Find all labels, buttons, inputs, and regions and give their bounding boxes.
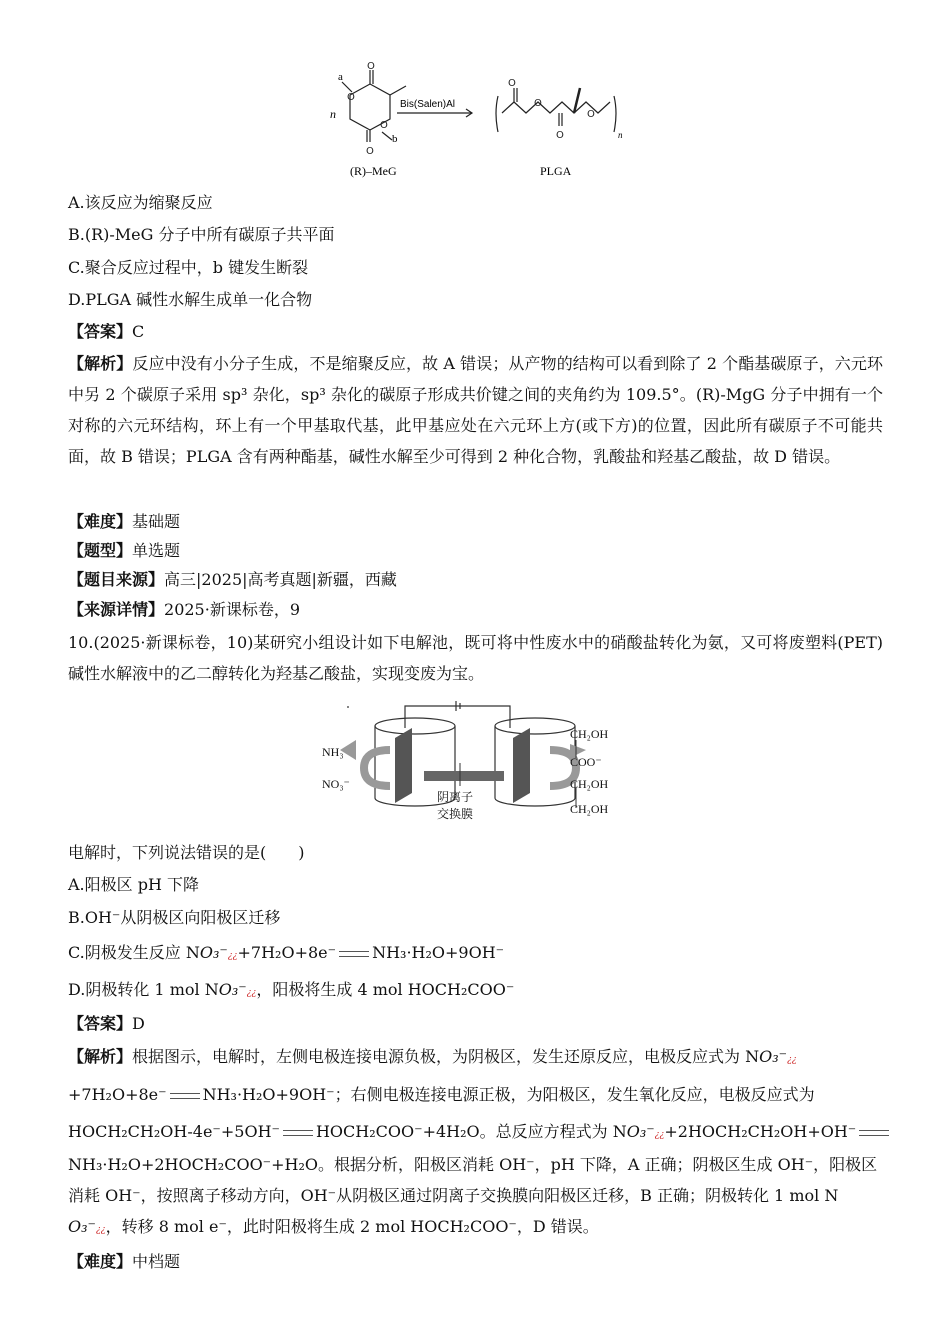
q9-analysis: 【解析】反应中没有小分子生成，不是缩聚反应，故 A 错误；从产物的结构可以看到除了 2 个酯基碳原子，六元环中另 2 个碳原子采用 sp³ 杂化，sp³ 杂化的碳原子形成共价键之间的夹角约为 109.5°。(R)-MgG 分子中拥有一个对称的六元环结构，环上有一个甲基取代基，此甲基应处在六元环上方(或下方)的位置，因此所有碳原子不可能共面，故 B 错误；PLGA 含有两种酯基，碱性水解至少可得到 2 种化合物，乳酸盐和羟基乙酸盐，故 D 错误。 — [68, 354, 883, 466]
q10-option-c: C.阴极发生反应 NO₃⁻¿¿+7H₂O+8e⁻ NH₃·H₂O+9OH⁻ — [68, 943, 505, 962]
polymer-n: n — [618, 130, 623, 140]
q10-question: 电解时，下列说法错误的是( ) — [68, 843, 305, 862]
q9-type: 【题型】单选题 — [68, 541, 181, 560]
q10-analysis-2: +7H₂O+8e⁻ NH₃·H₂O+9OH⁻；右侧电极连接电源正极，为阳极区，发生氧化反应，电极反应式为 — [68, 1085, 815, 1104]
equals-sign — [170, 1093, 200, 1099]
q9-answer: 【答案】C — [68, 322, 145, 341]
label-b: b — [392, 133, 398, 145]
equals-sign — [859, 1130, 889, 1136]
q10-option-d: D.阴极转化 1 mol NO₃⁻¿¿，阳极将生成 4 mol HOCH₂COO⁻ — [68, 980, 515, 999]
q10-difficulty: 【难度】中档题 — [68, 1252, 181, 1271]
svg-text:O: O — [587, 109, 595, 120]
q9-option-b: B.(R)-MeG 分子中所有碳原子共平面 — [68, 225, 335, 244]
ch2oh-mid: CH₂OH — [570, 777, 609, 791]
q9-difficulty: 【难度】基础题 — [68, 512, 181, 531]
label-n: n — [330, 107, 336, 121]
reagent-label: Bis(Salen)Al — [400, 99, 456, 110]
q9-source: 【题目来源】高三|2025|高考真题|新疆，西藏 — [68, 570, 397, 589]
q9-option-c: C.聚合反应过程中，b 键发生断裂 — [68, 258, 309, 277]
nh3-label: NH₃ — [322, 745, 344, 759]
q10-option-b: B.OH⁻从阴极区向阳极区迁移 — [68, 908, 281, 927]
q10-analysis-3: HOCH₂CH₂OH-4e⁻+5OH⁻ HOCH₂COO⁻+4H₂O。总反应方程式为 NO₃⁻¿¿+2HOCH₂CH₂OH+OH⁻ — [68, 1122, 892, 1145]
svg-text:O: O — [347, 92, 355, 103]
coo-label: COO⁻ — [570, 755, 602, 769]
q10-analysis-4: NH₃·H₂O+2HOCH₂COO⁻+H₂O。根据分析，阳极区消耗 OH⁻，pH 下降，A 正确；阴极区生成 OH⁻，阳极区 — [68, 1155, 878, 1174]
q9-source-detail: 【来源详情】2025·新课标卷，9 — [68, 600, 301, 619]
q9-option-d: D.PLGA 碱性水解生成单一化合物 — [68, 290, 313, 309]
polymerization-scheme — [322, 62, 622, 182]
svg-text:O: O — [380, 120, 388, 131]
q9-option-a: A.该反应为缩聚反应 — [68, 193, 213, 212]
svg-text:O: O — [366, 146, 374, 157]
svg-text:O: O — [534, 98, 542, 109]
q10-analysis-6: O₃⁻¿¿，转移 8 mol e⁻，此时阳极将生成 2 mol HOCH₂COO⁻，D 错误。 — [68, 1217, 599, 1236]
svg-text:O: O — [556, 130, 564, 141]
membrane-label-1: 阴离子 — [437, 790, 474, 804]
q10-answer: 【答案】D — [68, 1014, 145, 1033]
equals-sign — [283, 1130, 313, 1136]
mon-label: (R)–MeG — [350, 164, 397, 178]
ch2oh-top: CH₂OH — [570, 727, 609, 741]
ch2oh-bottom: CH₂OH — [570, 802, 609, 816]
q10-stem: 10.(2025·新课标卷，10)某研究小组设计如下电解池，既可将中性废水中的硝酸盐转化为氨，又可将废塑料(PET)碱性水解液中的乙二醇转化为羟基乙酸盐，实现变废为宝。 — [68, 633, 883, 683]
polymer-label: PLGA — [540, 164, 572, 178]
q10-option-a: A.阳极区 pH 下降 — [68, 875, 200, 894]
electrolysis-cell-diagram — [320, 698, 620, 828]
svg-text:O: O — [508, 78, 516, 89]
membrane-label-2: 交换膜 — [437, 807, 474, 821]
no3-label: NO₃⁻ — [322, 777, 350, 791]
equals-sign — [339, 951, 369, 957]
label-a: a — [338, 71, 343, 83]
q10-analysis-5: 消耗 OH⁻，按照离子移动方向，OH⁻从阴极区通过阴离子交换膜向阳极区迁移，B 正确；阴极转化 1 mol N — [68, 1186, 839, 1205]
svg-text:O: O — [367, 61, 375, 72]
q10-analysis-1: 【解析】根据图示，电解时，左侧电极连接电源负极，为阴极区，发生还原反应，电极反应式为 NO₃⁻¿¿ — [68, 1047, 797, 1066]
